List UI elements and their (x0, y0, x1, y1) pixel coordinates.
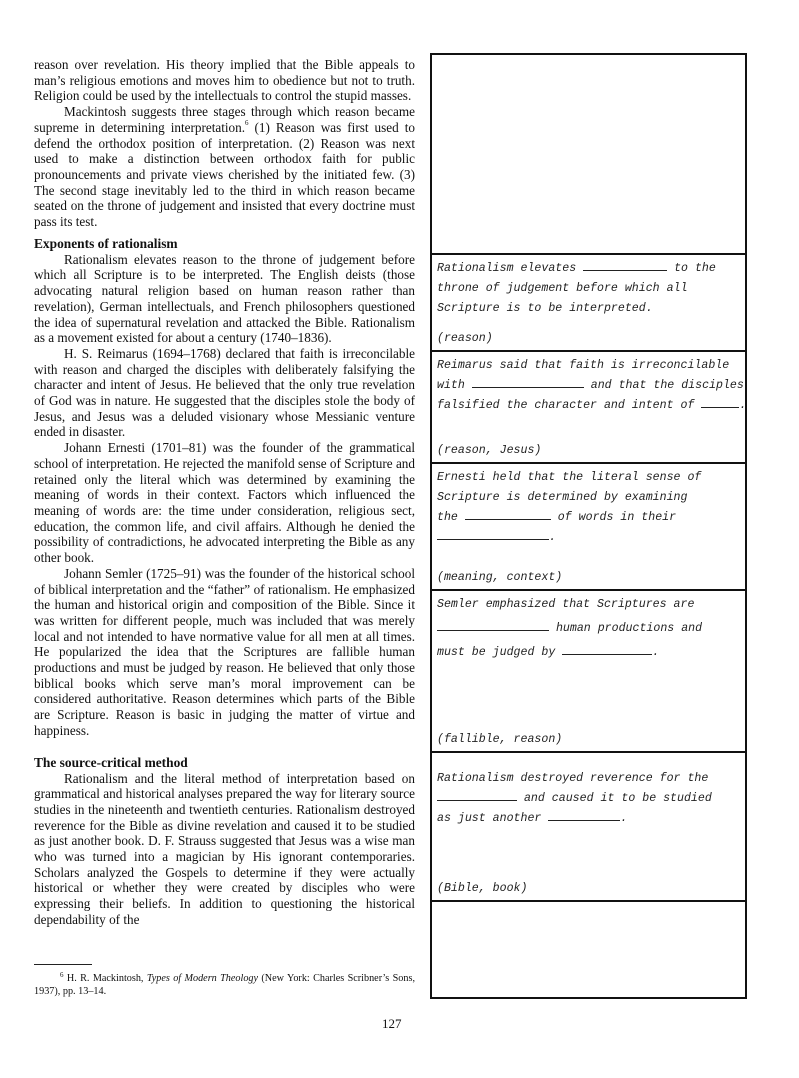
frame-line (437, 376, 744, 396)
frame-text: . (739, 399, 747, 412)
section-heading: The source-critical method (34, 754, 188, 770)
paragraph-text: (1) Reason was first used to defend the orthodox position of interpretation. (2) Reason was next used to make a distinction between orthodox faith for public pronouncements and private views cherished by the initiated few. (3) The second stage inevitably led to the third in which reason became seated on the throne of judgement and insisted that every doctrine must pass its test. (34, 119, 415, 230)
frame-text: and that the disciples (583, 379, 744, 392)
frame-line (437, 789, 739, 809)
frame-text: Rationalism elevates (437, 262, 584, 275)
fill-in-blank[interactable] (437, 789, 517, 801)
paragraph: Rationalism elevates reason to the throne of judgement before which all Scripture is to be interpreted. The English deists (those advocating natural religion based on human reason rather than revelation), German intellectuals, and French philosophers questioned the idea of supernatural revelation and attacked the Bible. Rationalism as a movement existed for about a century (1740–1836). (34, 251, 415, 346)
frame-text: to the (667, 262, 716, 275)
fill-in-blank[interactable] (437, 528, 549, 540)
blank-frame-top (432, 55, 745, 255)
fill-in-blank[interactable] (583, 259, 667, 271)
frame-text: human productions and (549, 622, 703, 635)
frame-line: Ernesti held that the literal sense of (437, 471, 702, 484)
frame-answer: (reason, Jesus) (437, 444, 542, 457)
blank-frame-bottom (432, 902, 745, 997)
study-frame-2 (432, 352, 745, 464)
fill-in-blank[interactable] (701, 396, 739, 408)
fill-in-blank[interactable] (548, 809, 620, 821)
frame-text: of words in their (550, 511, 677, 524)
footnote-author: H. R. Mackintosh, (63, 973, 147, 984)
frame-line (437, 619, 739, 639)
paragraph: reason over revelation. His theory implied that the Bible appeals to man’s religious emotions and moves him to obedience but not to truth. Religion could be used by the intellectuals to control the stupid masses. (34, 57, 415, 104)
body-text-column (34, 57, 415, 928)
frame-line: Semler emphasized that Scriptures are (437, 598, 695, 611)
paragraph: H. S. Reimarus (1694–1768) declared that faith is irreconcilable with reason and charged the disciples with deliberately falsifying the character and intent of Jesus. He believed that the only true revelation of God was in nature. He suggested that the disciples stole the body of Jesus, and Jesus was a deluded visionary whose Messianic venture ended in disaster. (34, 345, 415, 440)
page-number: 127 (382, 1016, 402, 1031)
frame-line (437, 396, 747, 416)
paragraph (34, 104, 415, 230)
paragraph: Johann Ernesti (1701–81) was the founder of the grammatical school of interpretation. He rejected the manifold sense of Scripture and retained only the literal which was determined by examining the meaning of words in their context. Factors which influenced the meaning of words are: the time under consideration, religious sect, education, the common life, and civil affairs. Although he denied the possibility of contradictions, he advocated interpreting the Bible as any other book. (34, 440, 415, 566)
study-frame-3 (432, 464, 745, 591)
frame-text: . (652, 646, 660, 659)
study-frame-1 (432, 255, 745, 352)
frame-line: Rationalism destroyed reverence for the (437, 772, 709, 785)
frame-line (437, 643, 739, 663)
frame-text: . (549, 531, 556, 544)
study-frames-panel (430, 53, 747, 999)
frame-line (437, 809, 739, 829)
frame-line (437, 528, 739, 548)
frame-answer: (reason) (437, 332, 493, 345)
paragraph-text: Mackintosh suggests three stages through which reason became supreme in determining interpretation. (34, 104, 415, 135)
study-frame-4 (432, 591, 745, 753)
footnote-text (34, 972, 415, 998)
frame-text: the (437, 511, 465, 524)
frame-line: Reimarus said that faith is irreconcilable (437, 359, 730, 372)
fill-in-blank[interactable] (562, 643, 652, 655)
frame-text: . (620, 812, 628, 825)
fill-in-blank[interactable] (465, 508, 551, 520)
frame-line: throne of judgement before which all (437, 282, 688, 295)
fill-in-blank[interactable] (437, 619, 549, 631)
footnote-marker: 6 (60, 971, 64, 979)
frame-line (437, 508, 739, 528)
section-heading: Exponents of rationalism (34, 235, 178, 251)
frame-answer: (fallible, reason) (437, 733, 563, 746)
footnote (34, 972, 415, 998)
frame-line (437, 259, 739, 279)
frame-answer: (meaning, context) (437, 571, 563, 584)
footnote-divider (34, 964, 92, 965)
frame-answer: (Bible, book) (437, 882, 528, 895)
frame-text: must be judged by (437, 646, 563, 659)
frame-line: Scripture is to be interpreted. (437, 302, 653, 315)
frame-text: and caused it to be studied (517, 792, 712, 805)
frame-line: Scripture is determined by examining (437, 491, 688, 504)
fill-in-blank[interactable] (472, 376, 584, 388)
paragraph: Johann Semler (1725–91) was the founder of the historical school of biblical interpretation and the “father” of rationalism. He emphasized the human and historical origin and composition of the Bible. Since it was written for different people, much was included that was merely local and not intended to have normative value for all men at all times. He popularized the idea that the Scriptures are fallible human productions and must be judged by reason. He believed that only those biblical books which serve man’s moral improvement can be considered authoritative. Reason determines which parts of the Bible are Scripture. Reason is basic in judging the matter of virtue and happiness. (34, 565, 415, 738)
frame-text: as just another (437, 812, 549, 825)
study-frame-5 (432, 753, 745, 902)
footnote-publication: (New York: Charles Scribner’s Sons, 1937), pp. 13–14. (34, 973, 415, 997)
frame-text: with (437, 379, 472, 392)
paragraph: Rationalism and the literal method of interpretation based on grammatical and historical analyses prepared the way for literary source studies in the nineteenth and twentieth centuries. Rationalism destroyed reverence for the Bible as divine revelation and caused it to be studied as just another book. D. F. Strauss suggested that Jesus was a wise man who was turned into a magician by His ignorant contemporaries. Scholars analyzed the Gospels to determine if they were actually historical or whether they were created by disciples who were expressing their beliefs. In addition to questioning the historical dependability of the (34, 770, 415, 927)
footnote-title: Types of Modern Theology (146, 973, 259, 984)
footnote-reference: 6 (245, 118, 249, 127)
frame-text: falsified the character and intent of (437, 399, 702, 412)
